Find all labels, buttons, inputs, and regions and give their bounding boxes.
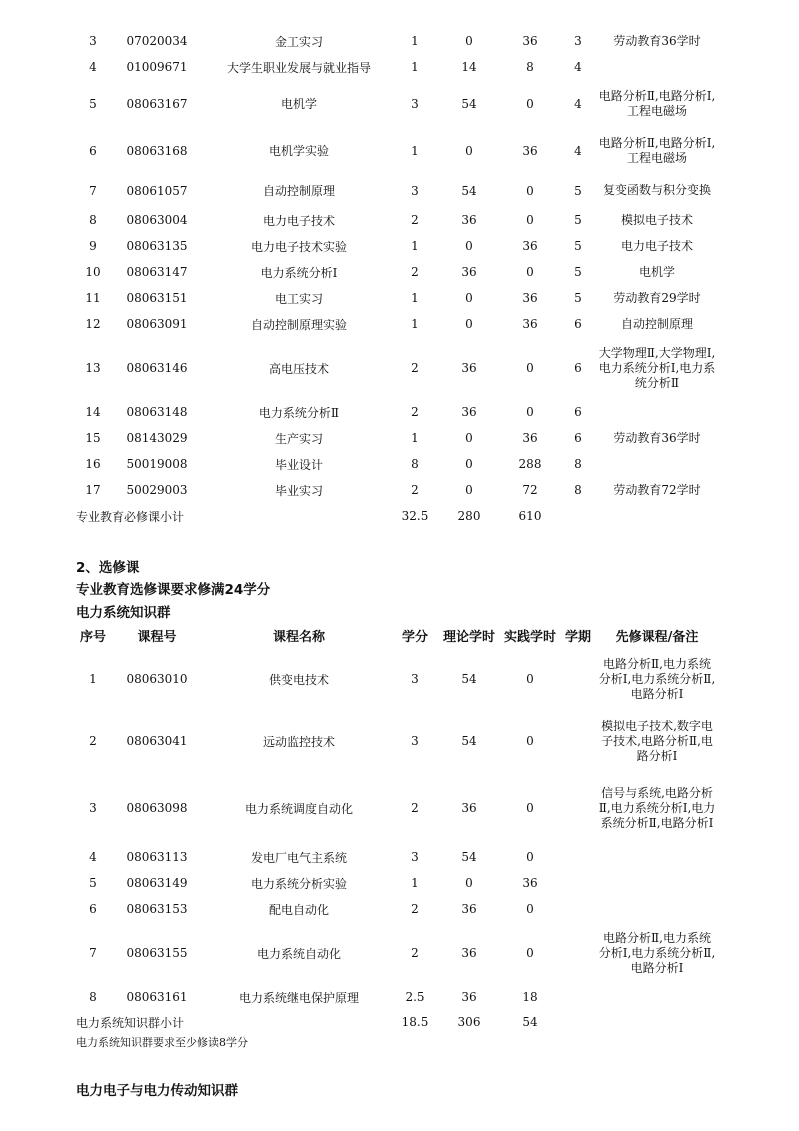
cell-credit: 1	[411, 876, 419, 890]
cell-credit: 1	[411, 239, 419, 253]
cell-theory: 36	[461, 946, 477, 960]
cell-practice: 36	[522, 431, 538, 445]
table-row	[76, 80, 716, 127]
elective-requirement: 专业教育选修课要求修满24学分	[76, 582, 271, 598]
cell-theory: 0	[465, 483, 473, 497]
cell-credit: 2	[411, 801, 419, 815]
cell-theory: 0	[465, 143, 473, 158]
cell-credit: 1	[411, 291, 419, 305]
required-course-table	[76, 28, 716, 529]
cell-practice: 0	[526, 734, 534, 748]
cell-credit: 1	[411, 431, 419, 445]
cell-practice: 0	[526, 801, 534, 815]
cell-term: 5	[574, 239, 582, 253]
cell-name: 电工实习	[274, 291, 323, 306]
cell-note: 劳动教育36学时	[613, 33, 701, 48]
cell-practice: 36	[522, 317, 538, 331]
cell-theory: 0	[465, 239, 473, 253]
cell-term: 8	[574, 483, 582, 497]
cell-term	[558, 922, 598, 984]
cell-no: 7	[89, 183, 97, 198]
cell-code: 08063113	[126, 850, 188, 864]
cell-name: 自动控制原理实验	[250, 317, 347, 332]
cell-term: 4	[574, 96, 582, 111]
cell-name: 远动监控技术	[262, 734, 335, 749]
cell-practice: 36	[522, 239, 538, 253]
cell-code: 08063168	[126, 143, 188, 158]
cell-note: 劳动教育29学时	[613, 290, 701, 305]
table-row	[76, 984, 716, 1010]
table-row	[76, 425, 716, 451]
cell-note	[598, 984, 716, 1010]
cell-no: 14	[85, 405, 101, 419]
cell-no: 2	[89, 734, 97, 748]
cell-no: 3	[89, 34, 97, 48]
cell-note	[598, 54, 716, 80]
group1-title: 电力系统知识群	[76, 605, 171, 621]
cell-theory: 54	[461, 96, 477, 111]
table-row	[76, 127, 716, 174]
cell-no: 5	[89, 876, 97, 890]
cell-term: 5	[574, 183, 582, 198]
cell-credit: 2	[411, 405, 419, 419]
cell-name: 电力系统自动化	[256, 946, 341, 961]
cell-practice: 0	[526, 265, 534, 279]
cell-term: 5	[574, 265, 582, 279]
table-row	[76, 54, 716, 80]
cell-note: 电机学	[638, 264, 675, 279]
table-row	[76, 285, 716, 311]
cell-theory: 0	[465, 34, 473, 48]
cell-name: 电机学	[280, 97, 317, 111]
cell-term: 5	[574, 291, 582, 305]
cell-code: 08063135	[126, 239, 188, 253]
cell-no: 4	[89, 850, 97, 864]
cell-name: 毕业设计	[274, 457, 323, 472]
cell-term: 3	[574, 34, 582, 48]
table-row	[76, 174, 716, 207]
cell-term: 6	[574, 431, 582, 445]
cell-code: 08061057	[126, 183, 188, 198]
cell-practice: 0	[526, 405, 534, 419]
cell-name: 电力系统分析Ⅱ	[258, 405, 340, 420]
cell-no: 8	[89, 213, 97, 227]
cell-theory: 36	[461, 213, 477, 227]
cell-no: 15	[85, 431, 101, 445]
cell-note: 大学物理Ⅱ,大学物理Ⅰ,电力系统分析Ⅰ,电力系统分析Ⅱ	[598, 345, 716, 390]
group1-requirement: 电力系统知识群要求至少修读8学分	[76, 1036, 248, 1049]
table-row	[76, 259, 716, 285]
table-row	[76, 844, 716, 870]
cell-theory: 36	[461, 902, 477, 916]
cell-practice: 0	[526, 361, 534, 375]
cell-practice: 72	[522, 483, 538, 497]
table-row	[76, 870, 716, 896]
cell-name: 电力系统分析Ⅰ	[260, 265, 338, 280]
cell-theory: 54	[461, 672, 477, 686]
cell-no: 3	[89, 801, 97, 815]
cell-name: 发电厂电气主系统	[250, 850, 347, 865]
cell-note: 信号与系统,电路分析Ⅱ,电力系统分析Ⅰ,电力系统分析Ⅱ,电路分析Ⅰ	[598, 785, 716, 830]
table-row	[76, 772, 716, 844]
cell-name: 自动控制原理	[262, 184, 335, 198]
cell-theory: 36	[461, 265, 477, 279]
header-name: 课程名称	[272, 629, 325, 645]
cell-credit: 2	[411, 483, 419, 497]
cell-term: 5	[574, 213, 582, 227]
cell-name: 金工实习	[274, 34, 323, 49]
subtotal-credit: 32.5	[401, 509, 429, 523]
cell-code: 08143029	[126, 431, 188, 445]
group2-title: 电力电子与电力传动知识群	[76, 1083, 238, 1099]
cell-practice: 36	[522, 876, 538, 890]
cell-note: 电路分析Ⅱ,电力系统分析Ⅰ,电力系统分析Ⅱ,电路分析Ⅰ	[598, 930, 716, 975]
header-credit: 学分	[401, 629, 428, 645]
cell-code: 08063146	[126, 361, 188, 375]
subtotal-label: 电力系统知识群小计	[76, 1015, 185, 1030]
cell-name: 生产实习	[274, 431, 323, 446]
cell-no: 1	[89, 672, 97, 686]
cell-theory: 0	[465, 431, 473, 445]
cell-name: 电力系统继电保护原理	[238, 990, 359, 1005]
cell-code: 08063149	[126, 876, 188, 890]
cell-code: 08063153	[126, 902, 188, 916]
cell-term: 6	[574, 361, 582, 375]
table-row	[76, 710, 716, 772]
cell-credit: 3	[411, 734, 419, 748]
cell-note: 电路分析Ⅱ,电路分析Ⅰ,工程电磁场	[598, 88, 716, 118]
cell-code: 08063010	[126, 672, 188, 686]
cell-practice: 18	[522, 990, 538, 1004]
cell-term	[558, 896, 598, 922]
cell-theory: 36	[461, 405, 477, 419]
cell-name: 高电压技术	[268, 361, 329, 376]
cell-note: 自动控制原理	[620, 316, 693, 331]
cell-name: 电力电子技术	[262, 213, 335, 228]
table-row	[76, 477, 716, 503]
cell-name: 电力系统调度自动化	[244, 801, 353, 816]
cell-note: 劳动教育72学时	[613, 482, 701, 497]
cell-credit: 1	[411, 143, 419, 158]
cell-name: 毕业实习	[274, 483, 323, 498]
header-theory: 理论学时	[442, 629, 495, 645]
cell-code: 08063167	[126, 96, 188, 111]
table-row	[76, 399, 716, 425]
cell-code: 08063004	[126, 213, 188, 227]
table-row	[76, 337, 716, 399]
cell-credit: 2	[411, 265, 419, 279]
subtotal-practice: 54	[522, 1015, 538, 1029]
cell-no: 11	[85, 291, 101, 305]
cell-theory: 54	[461, 734, 477, 748]
cell-note	[598, 399, 716, 425]
cell-name: 大学生职业发展与就业指导	[226, 60, 371, 75]
table-header-row	[76, 622, 716, 648]
cell-name: 电力电子技术实验	[250, 239, 347, 254]
cell-no: 8	[89, 990, 97, 1004]
cell-name: 电力系统分析实验	[250, 876, 347, 891]
cell-no: 17	[85, 483, 101, 497]
cell-theory: 14	[461, 60, 477, 74]
cell-term: 6	[574, 405, 582, 419]
cell-theory: 36	[461, 361, 477, 375]
cell-term	[558, 984, 598, 1010]
cell-theory: 36	[461, 801, 477, 815]
header-no: 序号	[79, 629, 106, 645]
cell-code: 08063148	[126, 405, 188, 419]
cell-code: 08063098	[126, 801, 188, 815]
cell-practice: 0	[526, 213, 534, 227]
cell-note: 复变函数与积分变换	[602, 183, 711, 197]
cell-credit: 8	[411, 457, 419, 471]
cell-practice: 0	[526, 946, 534, 960]
cell-code: 01009671	[126, 60, 188, 74]
cell-theory: 0	[465, 317, 473, 331]
cell-note: 模拟电子技术,数字电子技术,电路分析Ⅱ,电路分析Ⅰ	[601, 718, 713, 763]
cell-practice: 0	[526, 850, 534, 864]
cell-code: 08063147	[126, 265, 188, 279]
cell-note	[598, 896, 716, 922]
cell-term	[558, 710, 598, 772]
cell-code: 08063041	[126, 734, 188, 748]
cell-note: 电路分析Ⅱ,电路分析Ⅰ,工程电磁场	[598, 135, 716, 165]
subtotal-theory: 306	[457, 1015, 481, 1029]
cell-no: 12	[85, 317, 101, 331]
subtotal-credit: 18.5	[401, 1015, 429, 1029]
table-row	[76, 648, 716, 710]
cell-credit: 2	[411, 946, 419, 960]
cell-name: 供变电技术	[268, 672, 329, 687]
cell-credit: 3	[411, 183, 419, 198]
cell-note: 电路分析Ⅱ,电力系统分析Ⅰ,电力系统分析Ⅱ,电路分析Ⅰ	[598, 656, 716, 701]
cell-credit: 1	[411, 34, 419, 48]
cell-credit: 2	[411, 213, 419, 227]
cell-note	[598, 451, 716, 477]
table-row	[76, 207, 716, 233]
cell-no: 13	[85, 361, 101, 375]
cell-no: 9	[89, 239, 97, 253]
subtotal-practice: 610	[518, 509, 542, 523]
cell-practice: 0	[526, 183, 534, 198]
cell-no: 6	[89, 902, 97, 916]
table-row	[76, 233, 716, 259]
cell-code: 08063091	[126, 317, 188, 331]
cell-term	[558, 870, 598, 896]
cell-credit: 3	[411, 96, 419, 111]
cell-credit: 1	[411, 317, 419, 331]
section-title: 2、选修课	[76, 560, 140, 576]
subtotal-theory: 280	[457, 509, 481, 523]
header-code: 课程号	[137, 629, 177, 645]
cell-no: 6	[89, 143, 97, 158]
cell-theory: 54	[461, 183, 477, 198]
header-practice: 实践学时	[503, 629, 556, 645]
cell-term	[558, 844, 598, 870]
cell-term: 4	[574, 143, 582, 158]
cell-note: 劳动教育36学时	[613, 430, 701, 445]
cell-no: 16	[85, 457, 101, 471]
group1-course-table	[76, 622, 716, 1034]
subtotal-label: 专业教育必修课小计	[76, 509, 185, 524]
cell-name: 配电自动化	[268, 902, 329, 917]
cell-credit: 2	[411, 361, 419, 375]
cell-practice: 0	[526, 96, 534, 111]
cell-theory: 0	[465, 876, 473, 890]
cell-term	[558, 772, 598, 844]
header-note: 先修课程/备注	[615, 629, 699, 645]
cell-credit: 2.5	[405, 990, 425, 1004]
cell-credit: 3	[411, 850, 419, 864]
cell-code: 08063161	[126, 990, 188, 1004]
required-subtotal-row	[76, 503, 716, 529]
cell-theory: 36	[461, 990, 477, 1004]
table-row	[76, 311, 716, 337]
cell-term	[558, 648, 598, 710]
table-row	[76, 922, 716, 984]
table-row	[76, 451, 716, 477]
cell-code: 08063151	[126, 291, 188, 305]
cell-code: 50029003	[126, 483, 188, 497]
cell-name: 电机学实验	[268, 144, 329, 158]
cell-theory: 54	[461, 850, 477, 864]
cell-no: 5	[89, 96, 97, 111]
cell-practice: 0	[526, 902, 534, 916]
cell-code: 50019008	[126, 457, 188, 471]
cell-practice: 36	[522, 34, 538, 48]
cell-no: 10	[85, 265, 101, 279]
cell-practice: 36	[522, 143, 538, 158]
cell-note	[598, 844, 716, 870]
cell-note: 电力电子技术	[620, 238, 693, 253]
cell-practice: 8	[526, 60, 534, 74]
cell-no: 7	[89, 946, 97, 960]
cell-term: 6	[574, 317, 582, 331]
group1-subtotal-row	[76, 1010, 716, 1034]
table-row	[76, 28, 716, 54]
cell-theory: 0	[465, 457, 473, 471]
header-term: 学期	[564, 629, 591, 645]
cell-code: 07020034	[126, 34, 188, 48]
cell-practice: 288	[518, 457, 542, 471]
cell-note	[598, 870, 716, 896]
cell-term: 4	[574, 60, 582, 74]
cell-code: 08063155	[126, 946, 188, 960]
cell-credit: 3	[411, 672, 419, 686]
cell-credit: 2	[411, 902, 419, 916]
cell-note: 模拟电子技术	[620, 212, 693, 227]
cell-no: 4	[89, 60, 97, 74]
cell-credit: 1	[411, 60, 419, 74]
cell-term: 8	[574, 457, 582, 471]
cell-practice: 36	[522, 291, 538, 305]
cell-practice: 0	[526, 672, 534, 686]
table-row	[76, 896, 716, 922]
cell-theory: 0	[465, 291, 473, 305]
